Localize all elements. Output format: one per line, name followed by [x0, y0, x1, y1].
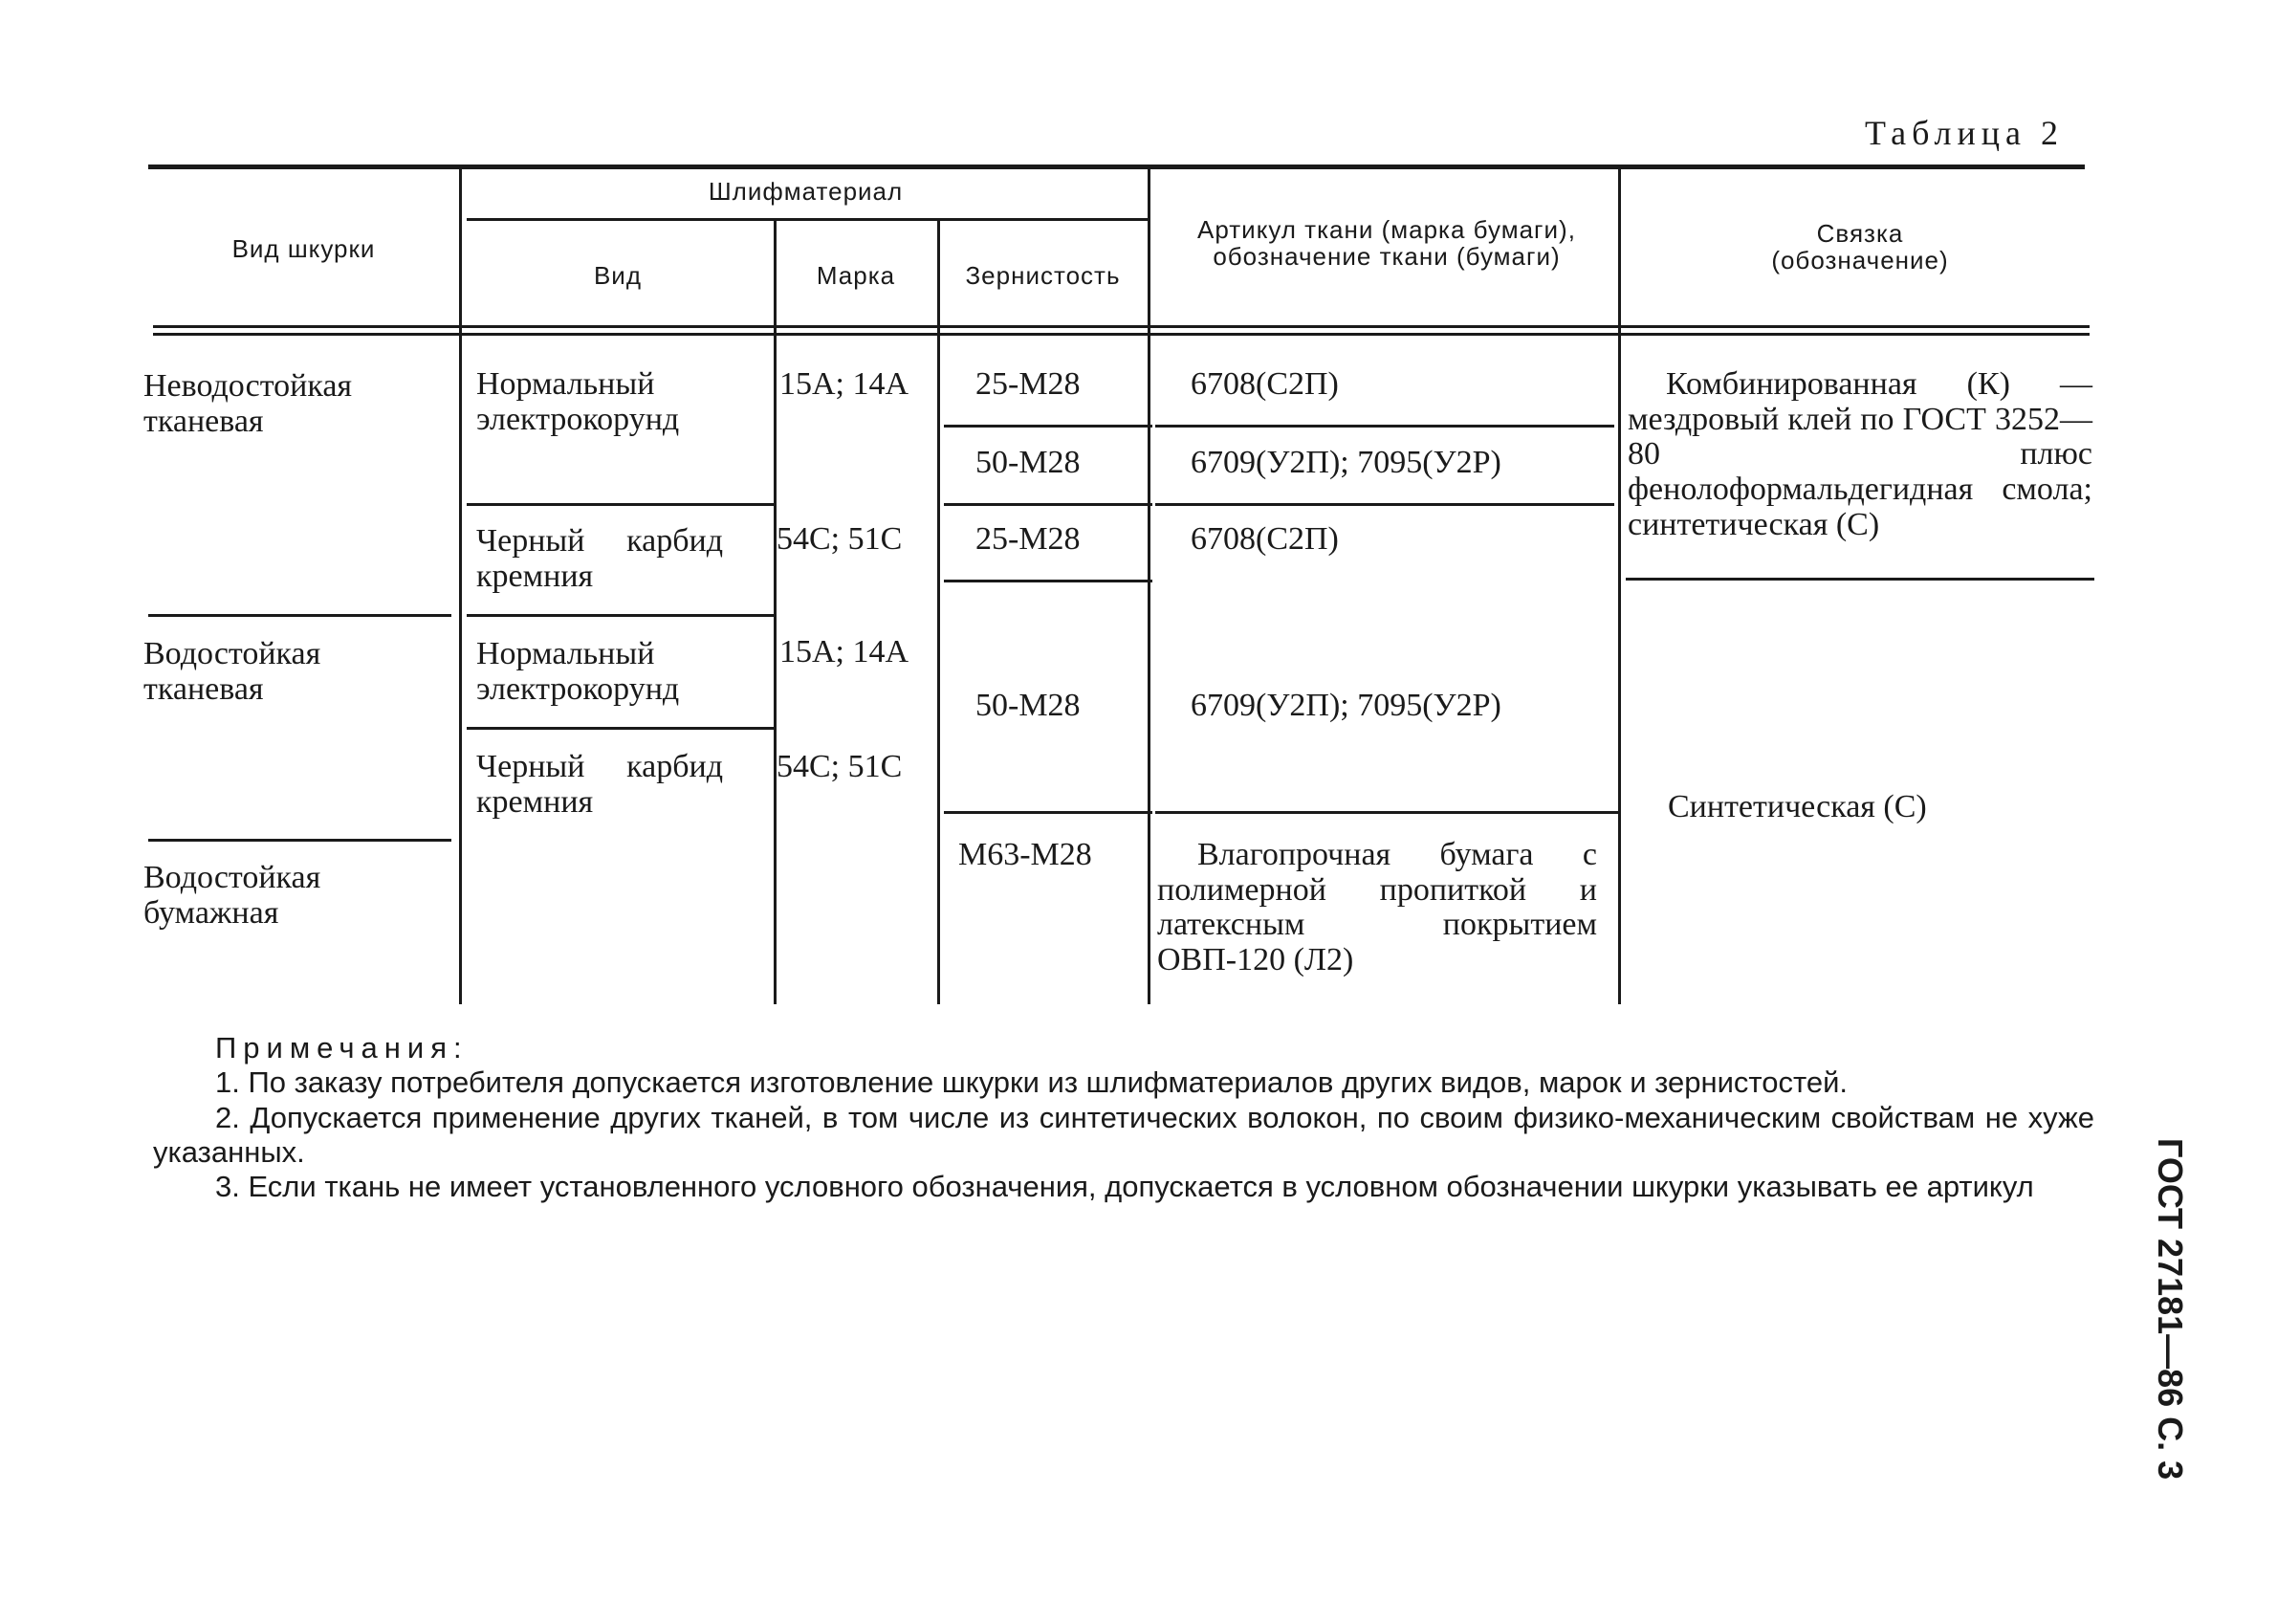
- header-abrasive: Шлифматериал: [708, 177, 904, 206]
- fabric-cell: Влагопрочная бумага с полимерной пропиткой и латексным покрытием ОВП-120 (Л2): [1157, 837, 1597, 978]
- note-item: 1. По заказу потребителя допускается изготовление шкурки из шлифматериалов других видов, марок и зернистостей.: [215, 1065, 1849, 1100]
- grit-cell: 25-М28: [975, 521, 1081, 557]
- fabric-cell: 6709(У2П); 7095(У2Р): [1191, 688, 1501, 723]
- column-rule: [1148, 168, 1150, 1004]
- grit-cell: 50-М28: [975, 445, 1081, 480]
- row-rule: [944, 503, 1152, 506]
- note-item: 2. Допускается применение других тканей, в том числе из синтетических волокон, по своим физико-механическим свойствам не хуже указанных.: [153, 1100, 2094, 1169]
- header-abrasive-kind: Вид: [593, 261, 643, 290]
- row-rule: [467, 614, 775, 617]
- grade-cell: 15А; 14А: [779, 366, 909, 402]
- fabric-cell: 6709(У2П); 7095(У2Р): [1191, 445, 1501, 480]
- table-caption: Таблица 2: [1865, 114, 2064, 152]
- row-rule: [944, 580, 1152, 582]
- column-rule: [1618, 168, 1621, 1004]
- header-grit: Зернистость: [965, 261, 1121, 290]
- header-type: Вид шкурки: [231, 234, 376, 263]
- grit-cell: М63-М28: [958, 837, 1092, 872]
- notes-section: [153, 1031, 2094, 1204]
- grade-cell: 54С; 51С: [777, 521, 903, 557]
- row-rule: [467, 503, 775, 506]
- row-rule: [148, 839, 451, 842]
- row-rule: [467, 727, 775, 730]
- fabric-cell: 6708(С2П): [1191, 366, 1339, 402]
- row-rule: [944, 425, 1152, 428]
- abrasive-kind-cell: Черный карбид кремния: [476, 523, 723, 594]
- type-cell: Водостойкая тканевая: [143, 636, 321, 707]
- side-page-label: ГОСТ 27181—86 С. 3: [2151, 1138, 2190, 1481]
- row-rule: [1155, 503, 1614, 506]
- row-rule: [148, 614, 451, 617]
- header-bottom-rule: [153, 325, 2090, 328]
- row-rule: [1155, 811, 1619, 814]
- fabric-cell: 6708(С2П): [1191, 521, 1339, 557]
- abrasive-kind-cell: Нормальный электрокорунд: [476, 366, 680, 437]
- grade-cell: 54С; 51С: [777, 749, 903, 784]
- type-cell: Неводостойкая тканевая: [143, 368, 353, 439]
- grit-cell: 25-М28: [975, 366, 1081, 402]
- column-rule: [774, 220, 777, 1004]
- bond-cell: Синтетическая (С): [1668, 789, 1927, 824]
- row-rule: [1155, 425, 1614, 428]
- type-cell: Водостойкая бумажная: [143, 860, 321, 931]
- table-top-rule: [148, 165, 2085, 169]
- grit-cell: 50-М28: [975, 688, 1081, 723]
- notes-title: Примечания:: [215, 1031, 469, 1064]
- header-bottom-rule: [153, 333, 2090, 336]
- abrasive-kind-cell: Черный карбид кремния: [476, 749, 723, 820]
- column-rule: [459, 168, 462, 1004]
- header-grade: Марка: [816, 261, 896, 290]
- header-fabric: Артикул ткани (марка бумаги), обозначение ткани (бумаги): [1197, 215, 1576, 272]
- abrasive-kind-cell: Нормальный электрокорунд: [476, 636, 680, 707]
- column-rule: [937, 220, 940, 1004]
- header-bond: Связка (обозначение): [1771, 219, 1949, 275]
- note-item: 3. Если ткань не имеет установленного условного обозначения, допускается в условном обозначении шкурки указывать ее артикул: [215, 1170, 2034, 1204]
- row-rule: [1626, 578, 2094, 581]
- grade-cell: 15А; 14А: [779, 634, 909, 669]
- header-group-rule: [467, 218, 1148, 221]
- bond-cell: Комбинированная (К) — мездровый клей по ГОСТ 3252—80 плюс фенолоформальдегидная смола; синтетическая (С): [1628, 366, 2092, 542]
- row-rule: [944, 811, 1152, 814]
